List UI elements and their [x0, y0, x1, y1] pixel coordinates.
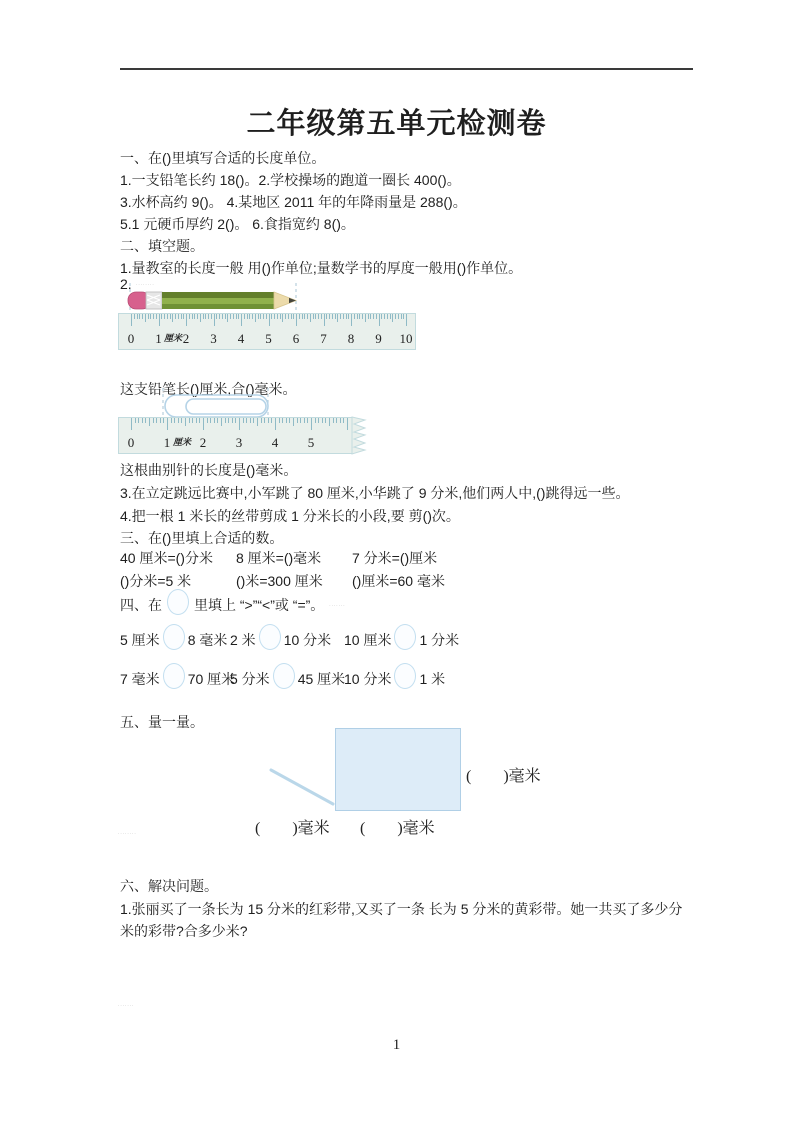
conversion-item: ()厘米=60 毫米 [352, 573, 445, 589]
tiny-annotation-c: ········ [118, 831, 137, 836]
ruler-unit-label: 厘米 [164, 333, 183, 343]
comparison-right: 1 米 [419, 671, 446, 687]
pencil-figure [118, 283, 418, 314]
comparison-circle [163, 663, 185, 689]
comparison-left: 7 毫米 [120, 671, 160, 687]
comparison-item [120, 624, 227, 656]
comparison-right: 1 分米 [419, 632, 460, 648]
header-rule [120, 68, 693, 70]
conversion-item: ()米=300 厘米 [236, 573, 323, 589]
ruler-label: 3 [210, 331, 217, 346]
page-number: 1 [392, 1037, 401, 1053]
comparison-item [344, 663, 445, 695]
comparison-left: 5 分米 [230, 671, 270, 687]
section2-q3: 3.在立定跳远比赛中,小军跳了 80 厘米,小华跳了 9 分米,他们两人中,()跳得远一些。 [120, 485, 630, 501]
comparison-item [344, 624, 459, 656]
section6-heading: 六、解决问题。 [120, 878, 218, 894]
ruler-label: 6 [292, 331, 300, 346]
section1-line1: 1.一支铅笔长约 18()。2.学校操场的跑道一圈长 400()。 [120, 172, 461, 188]
ruler-label: 3 [235, 435, 243, 450]
section2-heading: 二、填空题。 [120, 238, 204, 254]
section2-q1: 1.量教室的长度一般 用()作单位;量数学书的厚度一般用()作单位。 [120, 260, 523, 276]
section2-q2-label: 2. [120, 276, 132, 292]
ruler-label: 8 [347, 331, 355, 346]
conversion-item: 7 分米=()厘米 [352, 550, 438, 566]
comparison-item [120, 663, 235, 695]
ruler-label: 1 [155, 331, 162, 346]
page-title: 二年级第五单元检测卷 [246, 108, 547, 140]
comparison-circle [394, 624, 416, 650]
tiny-annotation-b: ······· [329, 602, 346, 608]
section4-heading-prefix: 四、在 [120, 597, 162, 613]
comparison-right: 8 毫米 [187, 632, 228, 648]
section1-heading: 一、在()里填写合适的长度单位。 [120, 150, 326, 166]
measure-label-right: ( )毫米 [466, 768, 541, 785]
ruler-5cm [118, 417, 352, 454]
comparison-left: 2 米 [230, 632, 256, 648]
ruler-label: 7 [320, 331, 327, 346]
comparison-item [230, 663, 345, 695]
ruler-label: 5 [265, 331, 272, 346]
pencil-question: 这支铅笔长()厘米,合()毫米。 [120, 381, 297, 397]
conversion-item: 8 厘米=()毫米 [236, 550, 322, 566]
comparison-left: 10 厘米 [344, 632, 392, 648]
ruler-10cm [118, 313, 416, 350]
ruler-label: 4 [271, 435, 279, 450]
section1-line3: 5.1 元硬币厚约 2()。 6.食指宽约 8()。 [120, 216, 355, 232]
conversion-item: 40 厘米=()分米 [120, 550, 213, 566]
comparison-circle [273, 663, 295, 689]
comparison-circle [163, 624, 185, 650]
comparison-circle [394, 663, 416, 689]
section6-q1: 1.张丽买了一条长为 15 分米的红彩带,又买了一条 长为 5 分米的黄彩带。她一共买了多少分米的彩带?合多少米? [120, 901, 683, 939]
clip-question: 这根曲别针的长度是()毫米。 [120, 462, 298, 478]
ruler-label: 10 [399, 331, 413, 346]
ruler-label: 1 [163, 435, 171, 450]
section1-line2: 3.水杯高约 9()。 4.某地区 2011 年的年降雨量是 288()。 [120, 194, 467, 210]
paperclip-icon [165, 395, 268, 417]
comparison-circle [167, 589, 189, 615]
ruler-unit-label: 厘米 [173, 437, 192, 447]
tiny-annotation-a: ········ [136, 282, 155, 287]
ruler-label: 0 [127, 331, 135, 346]
ruler-label: 0 [127, 435, 135, 450]
comparison-left: 5 厘米 [120, 632, 160, 648]
measure-label-bottom-right: ( )毫米 [360, 820, 435, 837]
section2-q4: 4.把一根 1 米长的丝带剪成 1 分米长的小段,要 剪()次。 [120, 508, 460, 524]
comparison-right: 10 分米 [283, 632, 332, 648]
comparison-left: 10 分米 [344, 671, 392, 687]
tiny-annotation-d: ······· [118, 1003, 135, 1008]
section5-heading: 五、量一量。 [120, 714, 204, 730]
section3-heading: 三、在()里填上合适的数。 [120, 530, 284, 546]
ruler-label: 2 [199, 435, 207, 450]
ruler-label: 4 [237, 331, 245, 346]
measure-segment [230, 715, 360, 825]
section4-heading-suffix: 里填上 “>”“<”或 “=”。 [194, 597, 325, 613]
measure-label-bottom-left: ( )毫米 [255, 820, 330, 837]
comparison-circle [259, 624, 281, 650]
paperclip-figure [118, 388, 378, 418]
ruler-label: 2 [182, 331, 190, 346]
conversion-item: ()分米=5 米 [120, 573, 192, 589]
ruler-label: 9 [375, 331, 382, 346]
comparison-right: 70 厘米 [187, 671, 236, 687]
pencil-icon [128, 292, 296, 309]
comparison-item [230, 624, 331, 656]
section4-heading [120, 590, 346, 620]
ruler-label: 5 [307, 435, 315, 450]
comparison-right: 45 厘米 [297, 671, 346, 687]
ruler-torn-edge [352, 417, 368, 454]
